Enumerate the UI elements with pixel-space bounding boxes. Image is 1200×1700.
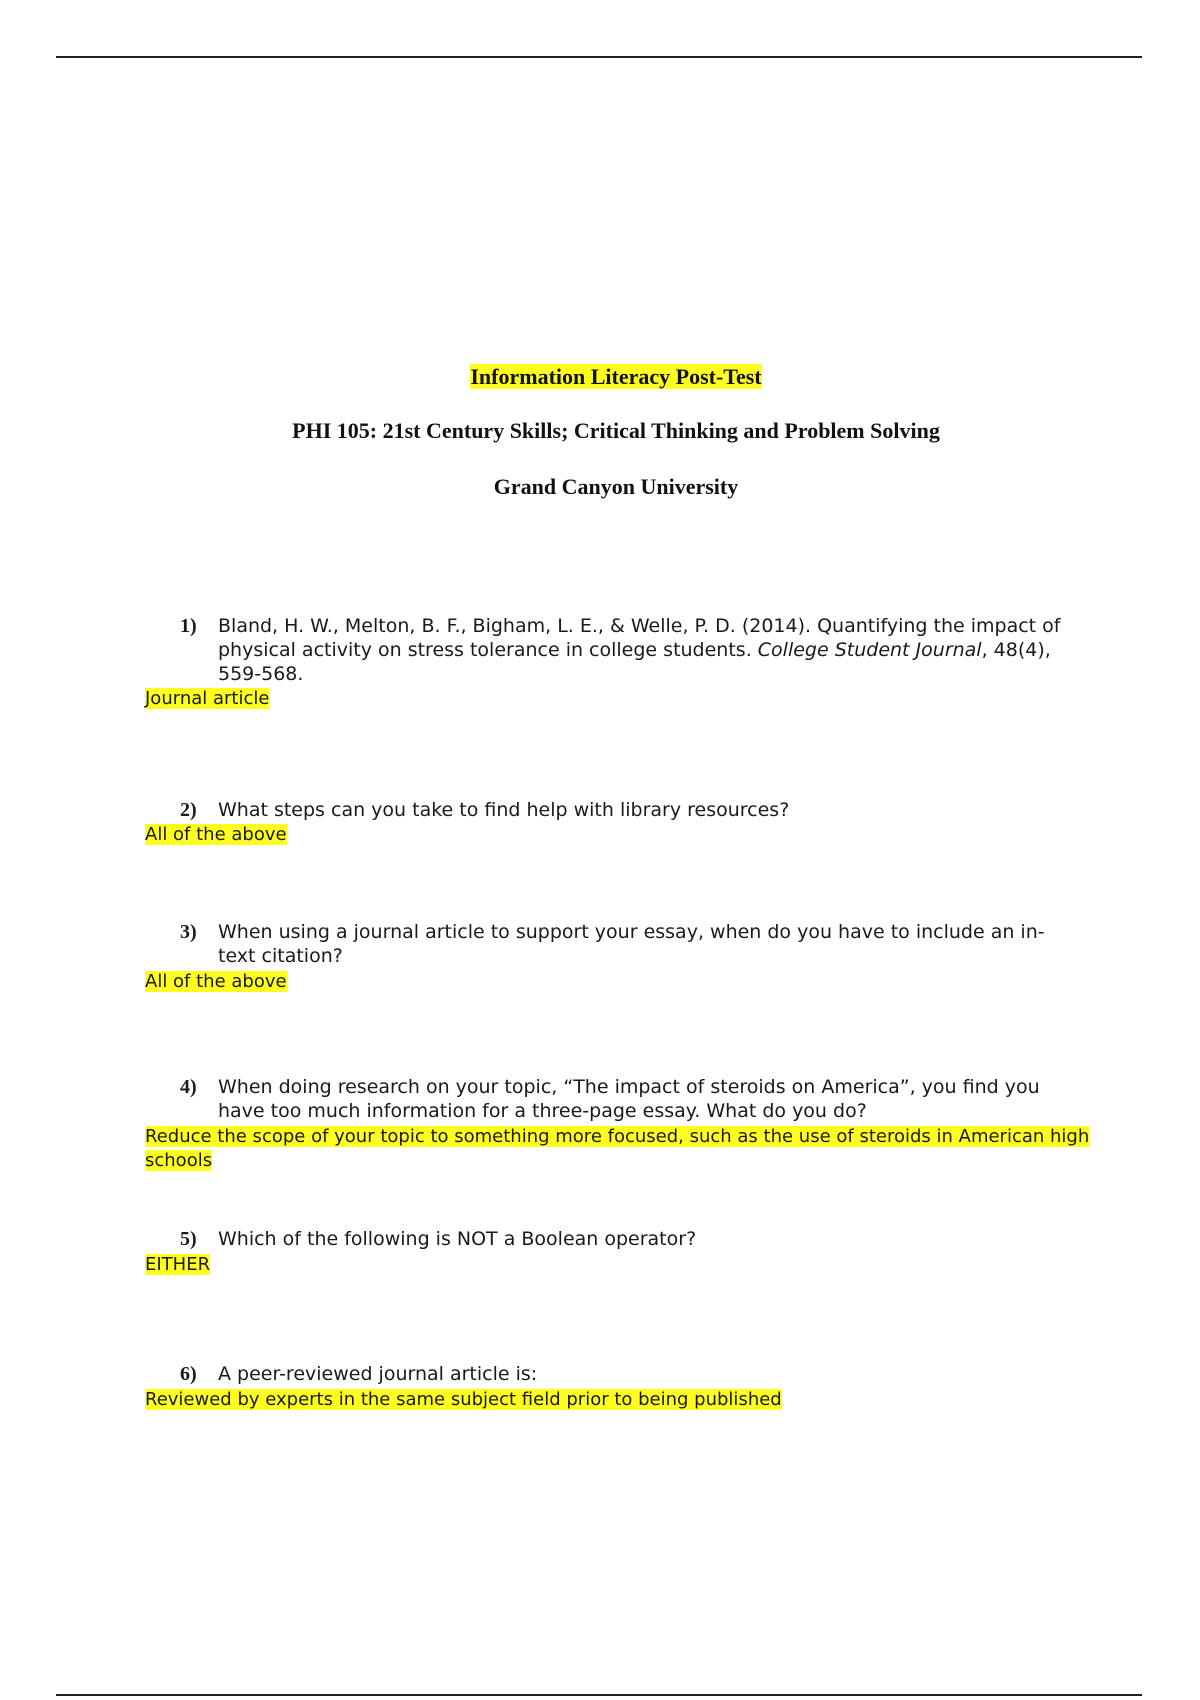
answer-text: Journal article bbox=[145, 688, 270, 709]
answer-4 bbox=[145, 1125, 1095, 1173]
question-number: 6) bbox=[180, 1363, 197, 1385]
title-highlight: Information Literacy Post-Test bbox=[470, 364, 762, 389]
school-name: Grand Canyon University bbox=[493, 474, 739, 499]
question-text: When using a journal article to support your essay, when do you have to include an in-text citation? bbox=[218, 921, 1045, 967]
question-text: A peer-reviewed journal article is: bbox=[218, 1363, 538, 1385]
question-text: What steps can you take to find help with library resources? bbox=[218, 799, 790, 821]
answer-text: Reduce the scope of your topic to something more focused, such as the use of steroids in American high schools bbox=[145, 1126, 1090, 1171]
course-name: PHI 105: 21st Century Skills; Critical Thinking and Problem Solving bbox=[292, 418, 940, 443]
answer-text: All of the above bbox=[145, 824, 287, 845]
question-number: 3) bbox=[180, 921, 197, 943]
question-text: When doing research on your topic, “The impact of steroids on America”, you find you have too much information for a three-page essay. What do you do? bbox=[218, 1076, 1040, 1122]
question-text: Which of the following is NOT a Boolean operator? bbox=[218, 1228, 697, 1250]
question-number: 4) bbox=[180, 1076, 197, 1098]
answer-1 bbox=[145, 687, 1095, 711]
question-number: 2) bbox=[180, 799, 197, 821]
answer-text: All of the above bbox=[145, 971, 287, 992]
bottom-rule bbox=[56, 1694, 1142, 1696]
answer-text: Reviewed by experts in the same subject field prior to being published bbox=[145, 1389, 782, 1410]
answer-text: EITHER bbox=[145, 1254, 211, 1275]
question-number: 5) bbox=[180, 1228, 197, 1250]
journal-title: College Student Journal bbox=[757, 639, 982, 661]
answer-5 bbox=[145, 1253, 1095, 1277]
document-title bbox=[0, 364, 1200, 390]
top-rule bbox=[56, 56, 1142, 58]
question-number: 1) bbox=[180, 615, 197, 637]
answer-3 bbox=[145, 970, 1095, 994]
question-text: Bland, H. W., Melton, B. F., Bigham, L. E., & Welle, P. D. (2014). Quantifying the impact of physical activity on stress tolerance in college students. College Student Journal, 48(4), 559-568. bbox=[218, 615, 1061, 685]
answer-2 bbox=[145, 823, 1095, 847]
answer-6 bbox=[145, 1388, 1095, 1412]
